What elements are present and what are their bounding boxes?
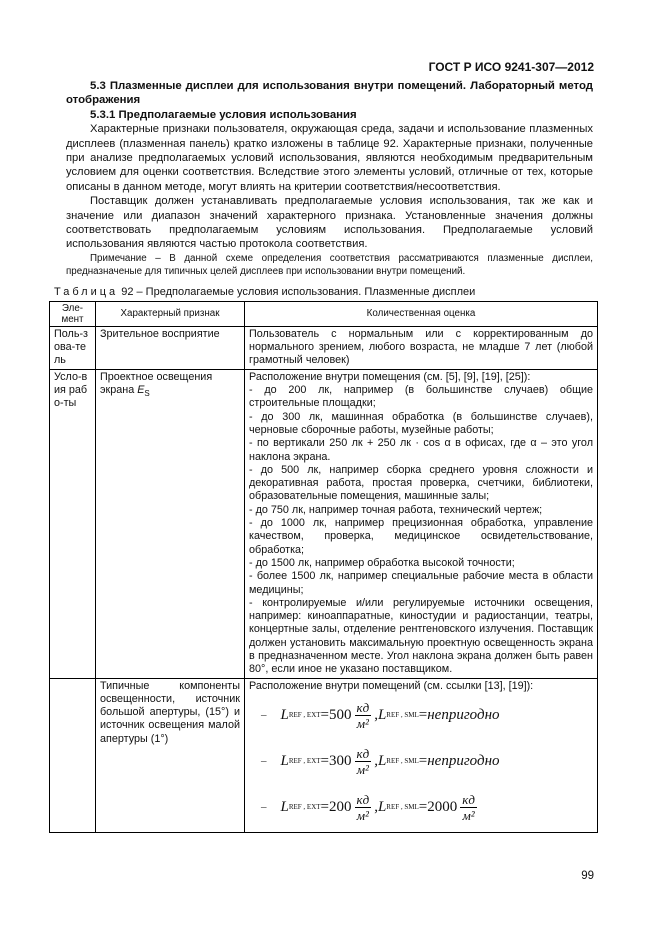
unit-denominator: м² [356,716,369,732]
header-feature: Характерный признак [96,301,245,326]
formula-list [249,693,593,831]
conditions-table [49,301,598,833]
cell-element [50,678,96,832]
table-header-row [50,301,598,326]
symbol-sub: REF , SML [386,711,419,720]
unit-numerator: кд [356,792,370,808]
table-caption [54,286,598,299]
value-line: - по вертикали 250 лк + 250 лк · cos α в офисах, где α – это угол наклона экрана. [249,437,593,463]
symbol-sub: REF , EXT [288,711,321,720]
caption-text: 92 – Предполагаемые условия использования. Плазменные дисплеи [121,285,476,298]
value-line: - до 300 лк, машинная обработка (в большинстве случаев), черновые сборочные работы, музейные работы; [249,410,593,436]
cell-element: Усло-вия рабо-ты [50,369,96,678]
symbol-sub: REF , EXT [288,803,321,812]
unit-numerator: кд [356,746,370,762]
dash: – [261,709,267,722]
subsection-title: 5.3.1 Предполагаемые условия использования [90,108,357,121]
formula: – L REF , EXT = 500 $\frac{кд}{\text{м²}}$ , L REF , SML = непригодно [261,700,500,732]
value-line: - до 500 лк, например сборка среднего уровня сложности и декоративная работа, простая проверка, счетчики, библиотеки, образовательные помещения, машинные залы; [249,463,593,503]
symbol: L [280,799,289,816]
cell-feature [96,369,245,678]
unit-denominator: м² [356,762,369,778]
feature-text: Проектное освещения экрана [100,370,213,397]
table-row [50,369,598,678]
header-value: Количественная оценка [245,301,598,326]
dash: – [261,755,267,768]
formula: – L REF , EXT = 300 $\frac{кд}{\text{м²}}$ , L REF , SML = непригодно [261,746,500,778]
cell-feature: Типичные компоненты освещенности, источник большой апертуры, (15°) и источник освещения малой апертуры (1°) [96,678,245,832]
symbol-sub: REF , SML [386,757,419,766]
page-number: 99 [581,869,594,882]
sml-value: непригодно [427,753,500,770]
paragraph: Поставщик должен устанавливать предполагаемые условия использования, так же как и значение или диапазон значений характерного признака. Установленные значения должны соответствовать предполагаемым условиям использования. Предполагаемые условий использования являются частью протокола соответствия. [66,195,593,251]
ext-value: 500 [329,707,352,724]
symbol: L [377,753,387,770]
value-line: Расположение внутри помещений (см. ссылки [13], [19]): [249,679,534,692]
value-line: - до 1500 лк, например обработка высокой точности; [249,556,515,569]
symbol: L [280,707,289,724]
page [49,0,598,883]
table-row [50,326,598,369]
unit-numerator: кд [462,792,475,808]
document-header: ГОСТ Р ИСО 9241-307—2012 [428,60,594,74]
body-text [66,79,593,278]
sml-value: 2000 [427,799,458,816]
value-line: - до 1000 лк, например прецизионная обработка, управление качеством, проверка, медицинское освидетельствование, обработка; [249,517,593,556]
ext-value: 300 [329,753,352,770]
formula: – L REF , EXT = 200 $\frac{кд}{\text{м²}}$ , L REF , SML = 2000 $\frac{кд}{\text{м²}}$ [261,792,475,824]
header-element: Эле-мент [50,301,96,326]
symbol: L [377,707,387,724]
unit-fraction [355,746,372,777]
paragraph: Характерные признаки пользователя, окружающая среда, задачи и использование плазменных дисплеев (плазменная панель) кратко изложены в таблице 92. Характерные признаки, полученные при анализе предполагаемых условий использования, являются необходимым предварительным условием для оценки соответствия. Вследствие этого элементы условий, отличные от тех, которые описаны в данном методе, могут влиять на критерии соответствия/несоответствия. [66,123,593,193]
dash: – [261,801,267,814]
unit-fraction [355,700,372,731]
section-title: 5.3 Плазменные дисплеи для использования внутри помещений. Лабораторный метод отображения [66,80,593,107]
value-line: - до 200 лк, например (в большинстве случаев) общие строительные площадки; [249,384,593,410]
symbol-sub: S [144,389,150,399]
unit-fraction [355,792,372,823]
table-row [50,678,598,832]
symbol: L [280,753,289,770]
unit-denominator: м² [462,808,475,824]
cell-value [245,678,598,832]
cell-value [245,369,598,678]
caption-word: Таблица [54,285,119,298]
unit-fraction [460,792,477,823]
cell-value: Пользователь с нормальным или с корректированным до нормального зрением, любого возраста, не младше 7 лет (любой грамотный человек) [245,326,598,369]
symbol: L [377,799,387,816]
ext-value: 200 [329,799,352,816]
value-line: - контролируемые и/или регулируемые источники освещения, например: киноаппаратные, киностудии и радиостанции, театры, концертные залы, отделение рентгеновского излучения. Поставщик должен установить максимальную проектную освещенность экрана в предназначенном месте. Угол наклона экрана должен быть равен 80°, если иное не указано поставщиком. [249,596,593,676]
unit-numerator: кд [356,700,370,716]
value-line: - более 1500 лк, например специальные рабочие места в области медицины; [249,570,593,596]
sml-value: непригодно [427,707,500,724]
cell-element: Поль-зова-тель [50,326,96,369]
symbol: E [137,384,145,397]
note: Примечание – В данной схеме определения соответствия рассматриваются плазменные дисплеи, предназначеные для типичных целей дисплеев при использовании внутри помещений. [66,252,593,277]
value-line: Расположение внутри помещения (см. [5], [9], [19], [25]): [249,370,531,383]
symbol-sub: REF , EXT [288,757,321,766]
unit-denominator: м² [356,808,369,824]
cell-feature: Зрительное восприятие [96,326,245,369]
value-line: - до 750 лк, например точная работа, технический чертеж; [249,503,543,516]
symbol-sub: REF , SML [386,803,419,812]
